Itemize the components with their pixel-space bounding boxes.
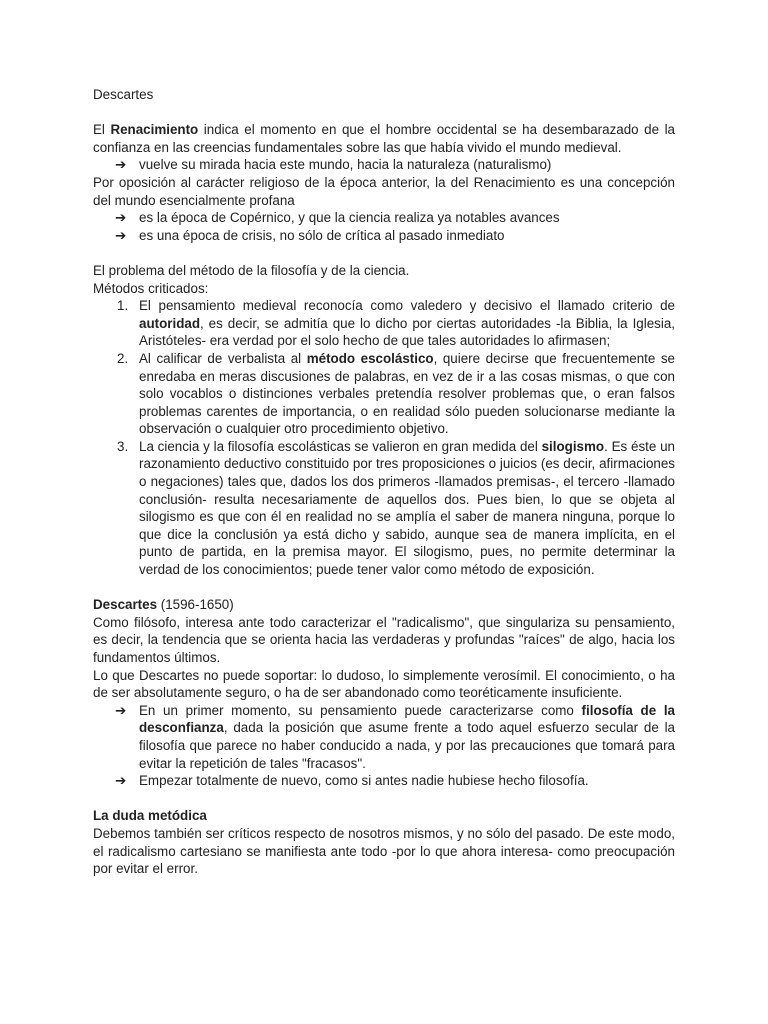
- arrow-item: [93, 156, 675, 174]
- text: La ciencia y la filosofía escolásticas se valieron en gran medida del: [139, 438, 542, 454]
- text: Empezar totalmente de nuevo, como si antes nadie hubiese hecho filosofía.: [139, 773, 589, 789]
- arrow-item: [93, 702, 675, 772]
- text: , es decir, se admitía que lo dicho por ciertas autoridades -la Biblia, la Iglesia, Aristóteles- era verdad por el solo hecho de que tales autoridades lo afirmasen;: [139, 315, 675, 349]
- list-item: [93, 438, 675, 579]
- arrow-icon: ➔: [115, 702, 127, 718]
- arrow-list: [93, 209, 675, 244]
- text: El pensamiento medieval reconocía como valedero y decisivo el llamado criterio de: [139, 298, 675, 314]
- list-item: [93, 350, 675, 438]
- text: El: [93, 122, 111, 138]
- arrow-item: [93, 209, 675, 227]
- bold-term: filosofía de la desconfianza: [139, 702, 675, 736]
- spacer: [93, 790, 675, 808]
- text: , dada la posición que asume frente a todo aquel esfuerzo secular de la filosofía que parece no haber conducido a nada, y por las precauciones que tomará para evitar la repetición de tales "fracasos".: [139, 720, 675, 771]
- paragraph-duda: Debemos también ser críticos respecto de nosotros mismos, y no sólo del pasado. De este modo, el radicalismo cartesiano se manifiesta ante todo -por lo que ahora interesa- como preocupación por evitar el error.: [93, 825, 675, 877]
- text: En un primer momento, su pensamiento puede caracterizarse como: [139, 702, 582, 718]
- text: . Es éste un razonamiento deductivo constituido por tres proposiciones o juicios (es decir, afirmaciones o negaciones) tales que, dados los dos primeros -llamados premisas-, el tercero -llamado conclusión- resulta necesariamente de aquellos dos. Pues bien, lo que se objeta al silogismo es que con él en realidad no se amplía el saber de manera ninguna, porque lo que dice la conclusión ya está dicho y sabido, aunque sea de manera implícita, en el punto de partida, en la premisa mayor. El silogismo, pues, no permite determinar la verdad de los conocimientos; puede tener valor como método de exposición.: [139, 438, 675, 578]
- paragraph-problema: El problema del método de la filosofía y de la ciencia.: [93, 262, 410, 278]
- spacer: [93, 579, 675, 597]
- text: Al calificar de verbalista al: [139, 350, 307, 366]
- text: indica el momento en que el hombre occidental se ha desembarazado de la confianza en las creencias fundamentales sobre las que había vivido el mundo medieval.: [93, 122, 675, 155]
- arrow-icon: ➔: [115, 157, 127, 173]
- paragraph-metodos: Métodos criticados:: [93, 280, 209, 296]
- item-number: 1.: [117, 298, 129, 314]
- spacer: [93, 244, 675, 262]
- arrow-list: [93, 156, 675, 174]
- item-number: 3.: [117, 438, 129, 454]
- list-item: [93, 297, 675, 350]
- arrow-icon: ➔: [115, 773, 127, 789]
- arrow-item: [93, 227, 675, 245]
- arrow-item: [93, 772, 675, 790]
- bold-term: silogismo: [541, 438, 605, 454]
- text: es una época de crisis, no sólo de crítica al pasado inmediato: [139, 227, 505, 243]
- doc-title: Descartes: [93, 87, 154, 102]
- bold-term: método escolástico: [306, 350, 434, 366]
- item-number: 2.: [117, 350, 129, 366]
- spacer: [93, 104, 675, 122]
- section-heading-descartes: [93, 596, 675, 614]
- arrow-icon: ➔: [115, 227, 127, 243]
- text: , quiere decirse que frecuentemente se enredaba en meras discusiones de palabras, en vez de ir a las cosas mismas, o que con solo vocablos o distinciones verbales pretendía resolver problemas que, o eran falsos problemas carentes de importancia, o en realidad sólo pueden solucionarse mediante la observación o cualquier otro procedimiento objetivo.: [139, 350, 676, 437]
- numbered-list: [93, 297, 675, 579]
- text: es la época de Copérnico, y que la ciencia realiza ya notables avances: [139, 210, 560, 226]
- bold-term: Renacimiento: [110, 122, 199, 138]
- arrow-icon: ➔: [115, 210, 127, 226]
- paragraph-oposicion: Por oposición al carácter religioso de la época anterior, la del Renacimiento es una concepción del mundo esencialmente profana: [93, 174, 675, 208]
- document-page: [93, 86, 675, 878]
- text: (1596-1650): [157, 597, 234, 613]
- bold-term: Descartes: [93, 597, 158, 613]
- paragraph-radicalismo: Como filósofo, interesa ante todo caracterizar el "radicalismo", que singulariza su pensamiento, es decir, la tendencia que se orienta hacia las verdaderas y profundas "raíces" de algo, hacia los fundamentos últimos.: [93, 614, 675, 665]
- section-heading-duda: [93, 807, 675, 825]
- bold-term: La duda metódica: [93, 808, 207, 824]
- paragraph-dudoso: Lo que Descartes no puede soportar: lo dudoso, lo simplemente verosímil. El conocimiento, o ha de ser absolutamente seguro, o ha de ser abandonado como teoréticamente insuficiente.: [93, 667, 675, 701]
- bold-term: autoridad: [139, 315, 201, 331]
- text: vuelve su mirada hacia este mundo, hacia la naturaleza (naturalismo): [139, 157, 552, 173]
- arrow-list: [93, 702, 675, 790]
- paragraph-renacimiento: [93, 121, 675, 156]
